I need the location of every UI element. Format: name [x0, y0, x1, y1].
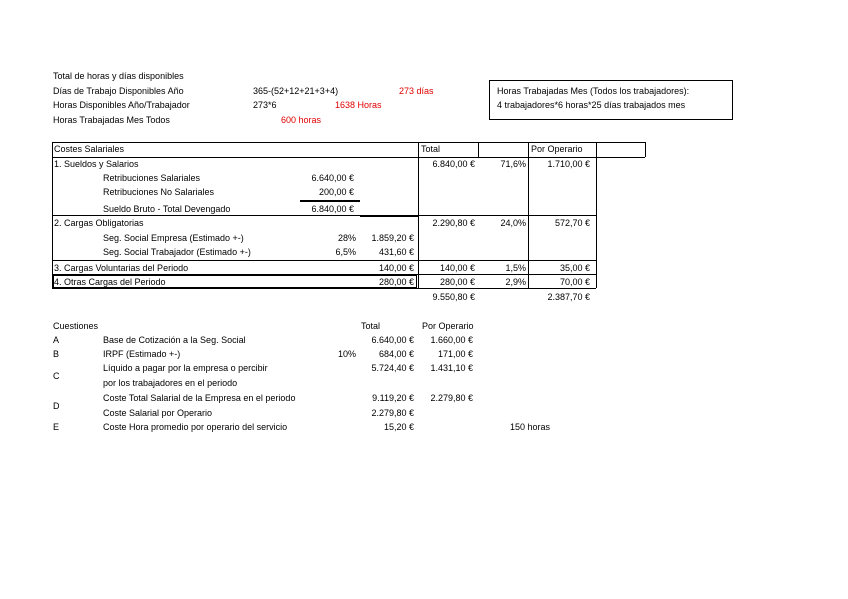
section-per-operator: 1.710,00 €	[547, 159, 590, 169]
intro-row-result: 600 horas	[281, 115, 322, 125]
section-total: 280,00 €	[439, 277, 475, 287]
question-letter: C	[53, 371, 60, 381]
line-item-label: Sueldo Bruto - Total Devengado	[103, 204, 231, 214]
grand-total-per-operator: 2.387,70 €	[547, 292, 590, 302]
question-text: Coste Salarial por Operario	[103, 408, 213, 418]
intro-row-formula: 365-(52+12+21+3+4)	[253, 86, 339, 96]
intro-row-label: Días de Trabajo Disponibles Año	[53, 86, 184, 96]
section-label: 3. Cargas Voluntarias del Periodo	[54, 263, 189, 273]
question-total: 5.724,40 €	[371, 363, 414, 373]
question-text: Coste Hora promedio por operario del servicio	[103, 422, 288, 432]
questions-header-per-op: Por Operario	[422, 321, 474, 331]
section-label: 4. Otras Cargas del Periodo	[54, 277, 166, 287]
question-text: Base de Cotización a la Seg. Social	[103, 335, 246, 345]
question-total: 684,00 €	[378, 349, 414, 359]
question-text: Líquido a pagar por la empresa o percibir	[103, 363, 268, 373]
section-percent: 24,0%	[500, 218, 526, 228]
question-letter: A	[53, 335, 60, 345]
section-per-operator: 572,70 €	[554, 218, 590, 228]
section-percent: 1,5%	[505, 263, 526, 273]
line-item-rate: 6,5%	[335, 247, 356, 257]
line-item-label: Seg. Social Empresa (Estimado +-)	[103, 233, 244, 243]
question-per-operator: 1.431,10 €	[430, 363, 473, 373]
line-item-label: Seg. Social Trabajador (Estimado +-)	[103, 247, 251, 257]
section-label: 1. Sueldos y Salarios	[54, 159, 139, 169]
question-text: por los trabajadores en el periodo	[103, 378, 238, 388]
intro-row-result: 1638 Horas	[335, 100, 382, 110]
section-percent: 2,9%	[505, 277, 526, 287]
section-label: 2. Cargas Obligatorias	[54, 218, 144, 228]
question-rate: 10%	[337, 349, 356, 359]
question-per-operator: 1.660,00 €	[430, 335, 473, 345]
intro-row-formula: 273*6	[253, 100, 277, 110]
question-letter: B	[53, 349, 60, 359]
line-item-rate: 28%	[337, 233, 356, 243]
note-line: Horas Trabajadas Mes (Todos los trabajadores):	[497, 86, 690, 96]
question-total: 2.279,80 €	[371, 408, 414, 418]
questions-header-total: Total	[361, 321, 381, 331]
costs-header-total: Total	[421, 144, 441, 154]
line-item-value: 1.859,20 €	[371, 233, 414, 243]
intro-title: Total de horas y días disponibles	[53, 71, 184, 81]
grand-total: 9.550,80 €	[432, 292, 475, 302]
intro-row-label: Horas Trabajadas Mes Todos	[53, 115, 170, 125]
line-item-value: 6.840,00 €	[311, 204, 354, 214]
question-letter: D	[53, 401, 60, 411]
question-total: 6.640,00 €	[371, 335, 414, 345]
question-hours: 150 horas	[510, 422, 551, 432]
question-text: IRPF (Estimado +-)	[103, 349, 181, 359]
line-item-label: Retribuciones Salariales	[103, 173, 201, 183]
intro-row-label: Horas Disponibles Año/Trabajador	[53, 100, 190, 110]
note-line: 4 trabajadores*6 horas*25 días trabajados mes	[497, 100, 686, 110]
questions-header-label: Cuestiones	[53, 321, 99, 331]
intro-row-result: 273 días	[399, 86, 434, 96]
section-subtotal: 280,00 €	[378, 277, 414, 287]
section-total: 2.290,80 €	[432, 218, 475, 228]
line-item-value: 200,00 €	[318, 187, 354, 197]
section-per-operator: 70,00 €	[559, 277, 590, 287]
costs-header-per-op: Por Operario	[531, 144, 583, 154]
costs-header-label: Costes Salariales	[54, 144, 125, 154]
section-total: 6.840,00 €	[432, 159, 475, 169]
section-per-operator: 35,00 €	[559, 263, 590, 273]
question-per-operator: 2.279,80 €	[430, 393, 473, 403]
section-subtotal: 140,00 €	[378, 263, 414, 273]
section-total: 140,00 €	[439, 263, 475, 273]
question-per-operator: 171,00 €	[437, 349, 473, 359]
question-total: 15,20 €	[383, 422, 414, 432]
line-item-value: 431,60 €	[378, 247, 414, 257]
question-letter: E	[53, 422, 60, 432]
line-item-label: Retribuciones No Salariales	[103, 187, 215, 197]
question-total: 9.119,20 €	[372, 393, 414, 403]
line-item-value: 6.640,00 €	[311, 173, 354, 183]
question-text: Coste Total Salarial de la Empresa en el periodo	[103, 393, 296, 403]
section-percent: 71,6%	[500, 159, 526, 169]
